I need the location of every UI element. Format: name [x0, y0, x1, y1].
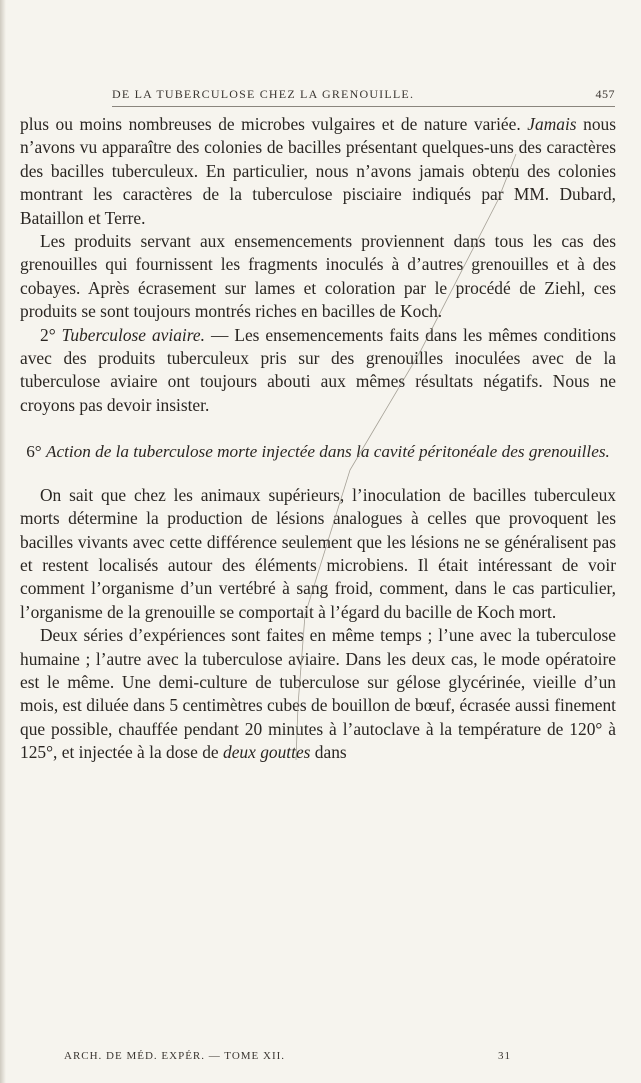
paragraph-animaux: On sait que chez les animaux supérieurs, l’inoculation de bacilles tuberculeux morts détermine la production de lésions analogues à celles que provoquent les bacilles vivants avec cette différence seulement que les lésions ne se généralisent pas et restent localisés autour des éléments microbiens. Il était intéressant de voir comment l’organisme d’un vertébré à sang froid, comment, dans le cas particulier, l’organisme de la grenouille se comportait à l’égard du bacille de Koch mort. [20, 484, 616, 622]
running-header [112, 87, 615, 102]
paragraph-continuation: plus ou moins nombreuses de microbes vulgaires et de nature variée. Jamais nous n’avons vu apparaître des colonies de bacilles présentant quelques-uns des caractères des bacilles tuberculeux. En particulier, nous n’avons jamais obtenu des colonies montrant les caractères de la tuberculose pisciaire indiqués par MM. Dubard, Bataillon et Terre. [20, 114, 616, 228]
paragraph-aviaire: 2° Tuberculose aviaire. — Les ensemencements faits dans les mêmes conditions avec des produits tuberculeux pris sur des grenouilles inoculées avec de la tuberculose aviaire ont toujours abouti aux mêmes résultats négatifs. Nous ne croyons pas devoir insister. [20, 324, 616, 415]
section-title: Action de la tuberculose morte injectée dans la cavité péritonéale des grenouilles. [45, 442, 610, 462]
paragraph-produits: Les produits servant aux ensemencements proviennent dans tous les cas des grenouilles qui fournissent les fragments inoculés à d’autres grenouilles et à des cobayes. Après écrasement sur lames et coloration par le procédé de Ziehl, ces produits se sont toujours montrés riches en bacilles de Koch. [20, 231, 616, 322]
paragraph-series: Deux séries d’expériences sont faites en même temps ; l’une avec la tuberculose humaine ; l’autre avec la tuberculose aviaire. Dans les deux cas, le mode opératoire est le même. Une demi-culture de tuberculose sur gélose glycérinée, vieille d’un mois, est diluée dans 5 centimètres cubes de bouillon de bœuf, écrasée aussi finement que possible, chauffée pendant 20 minutes à l’autoclave à la température de 120° à 125°, et injectée à la dose de deux gouttes dans [20, 625, 616, 763]
page-number: 457 [595, 87, 615, 101]
emphasis-jamais: Jamais [527, 114, 577, 134]
section-heading [20, 440, 616, 463]
section-number: 6° [26, 442, 42, 462]
page-edge-shadow [0, 0, 6, 1083]
subsection-title: Tuberculose aviaire. [61, 324, 205, 345]
journal-reference: ARCH. DE MÉD. EXPÉR. — TOME XII. [64, 1050, 286, 1062]
running-title: DE LA TUBERCULOSE CHEZ LA GRENOUILLE. [112, 87, 415, 101]
body-text [20, 113, 616, 765]
signature-mark: 31 [498, 1050, 511, 1062]
page-footer [64, 1050, 511, 1062]
header-rule [112, 106, 615, 107]
emphasis-deux-gouttes: deux gouttes [223, 742, 311, 763]
